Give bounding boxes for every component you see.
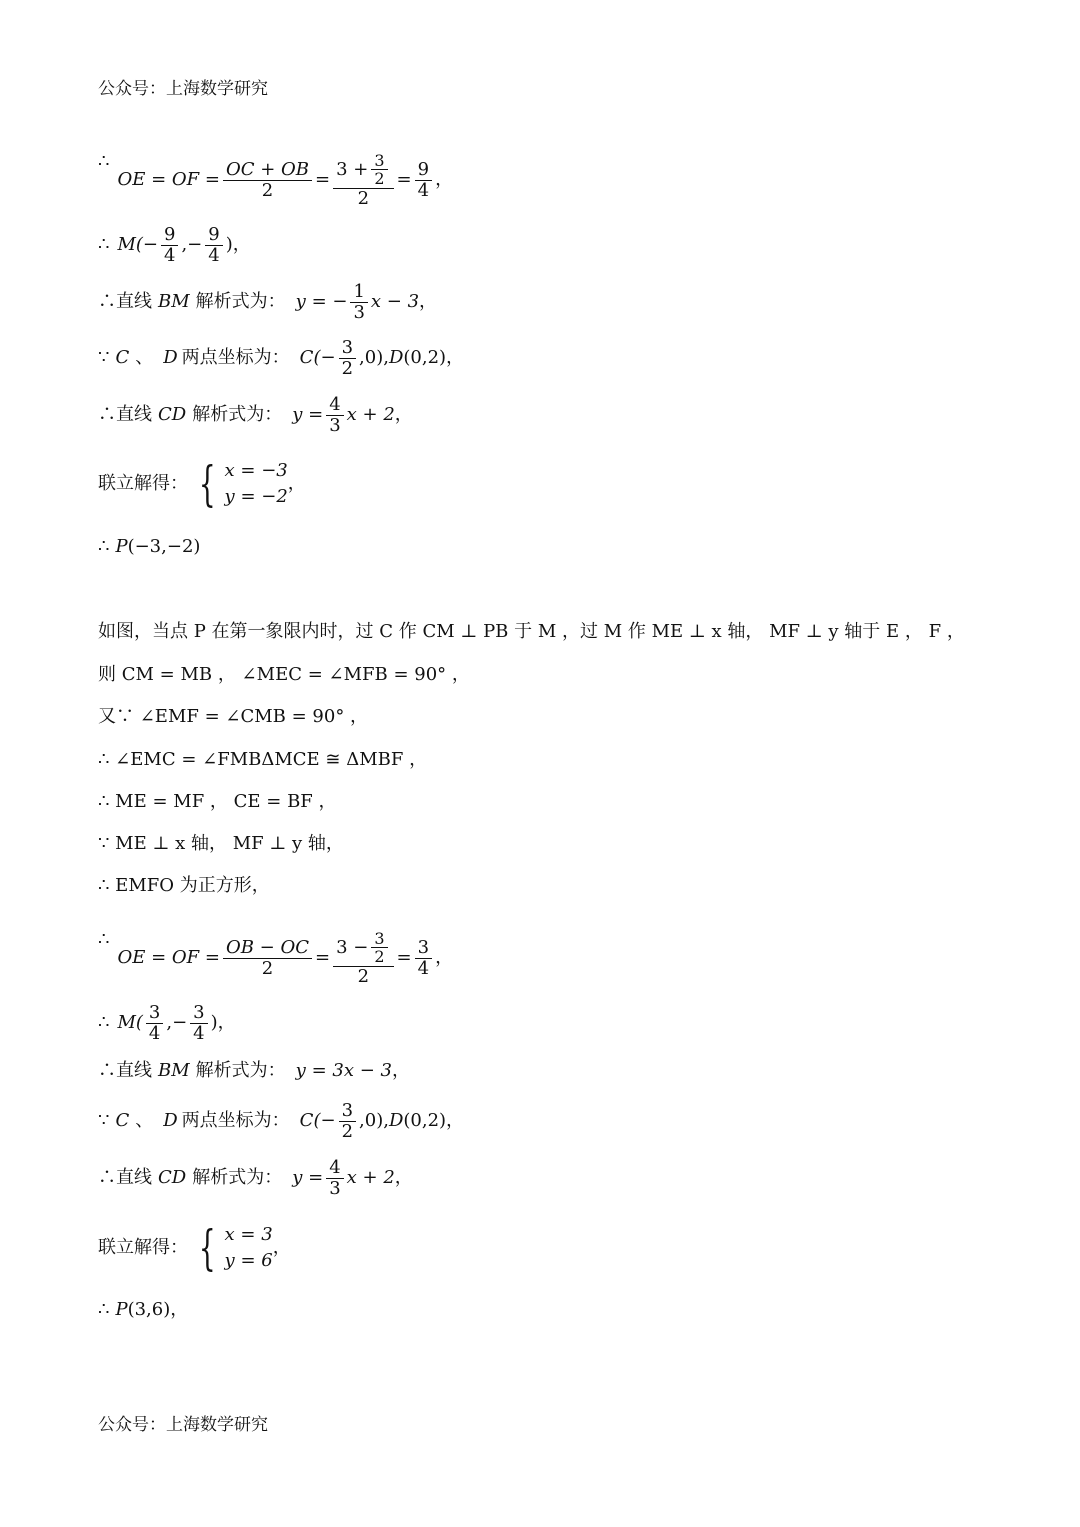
line-cd-equation: ∴直线 CD 解析式为： y = $\frac{4}{3}$ x + 2 ， — [98, 393, 413, 436]
equal-lengths: ∴ ME = MF ， CE = BF ， — [98, 791, 337, 812]
point-p-result-2: ∴ P (3,6) ， — [98, 1299, 189, 1320]
point-m-line-2: ∴ M( 3 4 ,− $\frac{3}{4}$ )， — [98, 1001, 236, 1044]
line-bm-equation-2: ∴直线 BM 解析式为： y = 3x − 3 ， — [98, 1060, 410, 1081]
right-angles-line: 又∵ ∠EMF = ∠CMB = 90° ， — [98, 706, 369, 727]
points-cd-coordinates: ∵ C 、 D 两点坐标为： C(− $\frac{3}{2}$ ,0), D (0,2) ， — [98, 336, 465, 379]
equation-oe-of-sum: ∴ OE = OF = $\frac{OC + OB}{2}$ = 3 + $\frac{3}{2}$ 2 = $\frac{9}{4}$ ， — [98, 150, 454, 209]
left-brace: { — [198, 1220, 216, 1276]
line-cd-equation-2: ∴直线 CD 解析式为： y = $\frac{4}{3}$ x + 2 ， — [98, 1156, 413, 1199]
point-p-result: ∴ P (−3,−2) — [98, 536, 201, 557]
fraction: 3 + $\frac{3}{2}$ 2 — [333, 152, 393, 209]
points-cd-coordinates-2: ∵ C 、 D 两点坐标为： C(− $\frac{3}{2}$ ,0), D (0,2) ， — [98, 1099, 465, 1142]
square-statement: ∴ EMFO 为正方形， — [98, 875, 270, 896]
equation-oe-of-difference: ∴ OE = OF = $\frac{OB - OC}{2}$ = 3 − $\frac{3}{2}$ 2 = $\frac{3}{4}$ ， — [98, 928, 454, 987]
fraction: $\frac{OC + OB}{2}$ — [223, 160, 312, 201]
page-header: 公众号：上海数学研究 — [98, 79, 268, 99]
equal-segments-angles: 则 CM = MB ， ∠MEC = ∠MFB = 90° ， — [98, 664, 470, 685]
page-footer: 公众号：上海数学研究 — [98, 1415, 268, 1435]
case-first-quadrant-intro: 如图，当点 P 在第一象限内时，过 C 作 CM ⊥ PB 于 M ，过 M 作 ME ⊥ x 轴， MF ⊥ y 轴于 E ， F ， — [98, 621, 965, 642]
congruent-triangles: ∴ ∠EMC = ∠FMBΔMCE ≅ ΔMBF ， — [98, 749, 428, 770]
system-solution: 联立解得： { x = −3 y = −2 ， — [98, 456, 306, 512]
left-brace: { — [198, 456, 216, 512]
fraction: $\frac{9}{4}$ — [415, 160, 432, 201]
line-bm-equation: ∴直线 BM 解析式为： y = − $\frac{1}{3}$ x − 3 ， — [98, 280, 438, 323]
perpendicular-axes: ∵ ME ⊥ x 轴， MF ⊥ y 轴， — [98, 833, 344, 854]
point-m-line: ∴ M(− $\frac{9}{4}$ ,− $\frac{9}{4}$ )， — [98, 223, 251, 266]
system-solution-2: 联立解得： { x = 3 y = 6 ， — [98, 1220, 291, 1276]
